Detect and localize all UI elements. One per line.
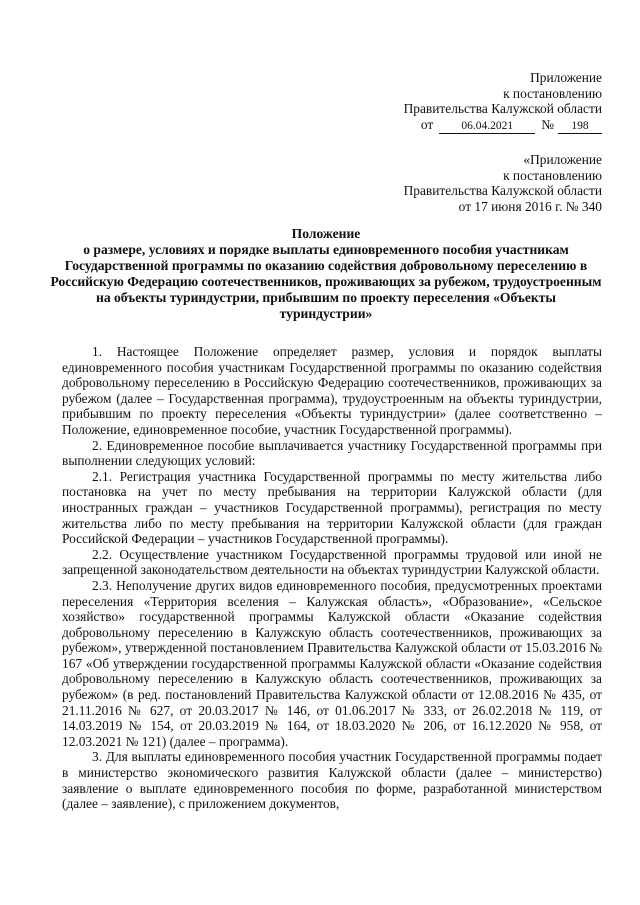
- annex-number-prefix: №: [541, 116, 554, 132]
- paragraph-1: 1. Настоящее Положение определяет размер, условия и порядок выплаты единовременного пособия участникам Государственной программы по оказанию содействия добровольному переселению в Российскую Федерацию соотечественников, проживающих за рубежом (далее – Государственная программа), трудоустроенным на объекты туриндустрии, прибывшим по проекту переселения «Объекты туриндустрии» (далее соответственно – Положение, единовременное пособие, участник Государственной программы).: [62, 344, 602, 437]
- annex-number-value: 198: [558, 120, 602, 134]
- title-heading: Положение: [291, 226, 361, 241]
- original-line-1: «Приложение: [523, 152, 602, 167]
- annex-date-prefix: от: [420, 116, 434, 132]
- paragraph-2-3: 2.3. Неполучение других видов единовременного пособия, предусмотренных проектами переселения «Территория вселения – Калужская область», «Образование», «Сельское хозяйство» государственной программы Калужской области «Оказание содействия добровольному переселению в Калужскую область соотечественников, проживающих за рубежом», утвержденной постановлением Правительства Калужской области от 15.03.2016 № 167 «Об утверждении государственной программы Калужской области «Оказание содействия добровольному переселению в Калужскую область соотечественников, проживающих за рубежом» (в ред. постановлений Правительства Калужской области от 12.08.2016 № 435, от 21.11.2016 № 627, от 20.03.2017 № 146, от 01.06.2017 № 333, от 26.02.2018 № 119, от 14.03.2019 № 154, от 20.03.2019 № 164, от 18.03.2020 № 206, от 16.12.2020 № 958, от 12.03.2021 № 121) (далее – программа).: [62, 577, 602, 749]
- original-annex-header: [404, 152, 602, 214]
- paragraph-2-2: 2.2. Осуществление участником Государственной программы трудовой или иной не запрещенной законодательством деятельности на объектах туриндустрии Калужской области.: [62, 546, 602, 578]
- annex-date-value: 06.04.2021: [439, 120, 535, 134]
- annex-line-1: Приложение: [530, 70, 602, 85]
- annex-line-3: Правительства Калужской области: [403, 101, 602, 117]
- document-body: [62, 344, 602, 812]
- annex-line-2: к постановлению: [503, 85, 602, 101]
- title-subtitle: о размере, условиях и порядке выплаты единовременного пособия участникам Государственной программы по оказанию содействия добровольному переселению в Российскую Федерацию соотечественников, проживающих за рубежом, трудоустроенным на объекты туриндустрии, прибывшим по проекту переселения «Объекты туриндустрии»: [50, 242, 602, 321]
- original-line-2: к постановлению: [503, 167, 602, 183]
- original-line-3: Правительства Калужской области: [403, 183, 602, 199]
- annex-date-line: [404, 117, 602, 134]
- annex-header: [404, 70, 602, 134]
- document-title: [50, 226, 602, 322]
- paragraph-2-1: 2.1. Регистрация участника Государственной программы по месту жительства либо постановка на учет по месту пребывания на территории Калужской области (для иностранных граждан – участников Государственной программы), регистрация по месту жительства либо по месту пребывания на территории Калужской области (для граждан Российской Федерации – участников Государственной программы).: [62, 468, 602, 547]
- paragraph-2: 2. Единовременное пособие выплачивается участнику Государственной программы при выполнении следующих условий:: [62, 437, 602, 469]
- original-line-4: от 17 июня 2016 г. № 340: [458, 198, 602, 214]
- paragraph-3: 3. Для выплаты единовременного пособия участник Государственной программы подает в министерство экономического развития Калужской области (далее – министерство) заявление о выплате единовременного пособия по форме, разработанной министерством (далее – заявление), с приложением документов,: [62, 749, 602, 812]
